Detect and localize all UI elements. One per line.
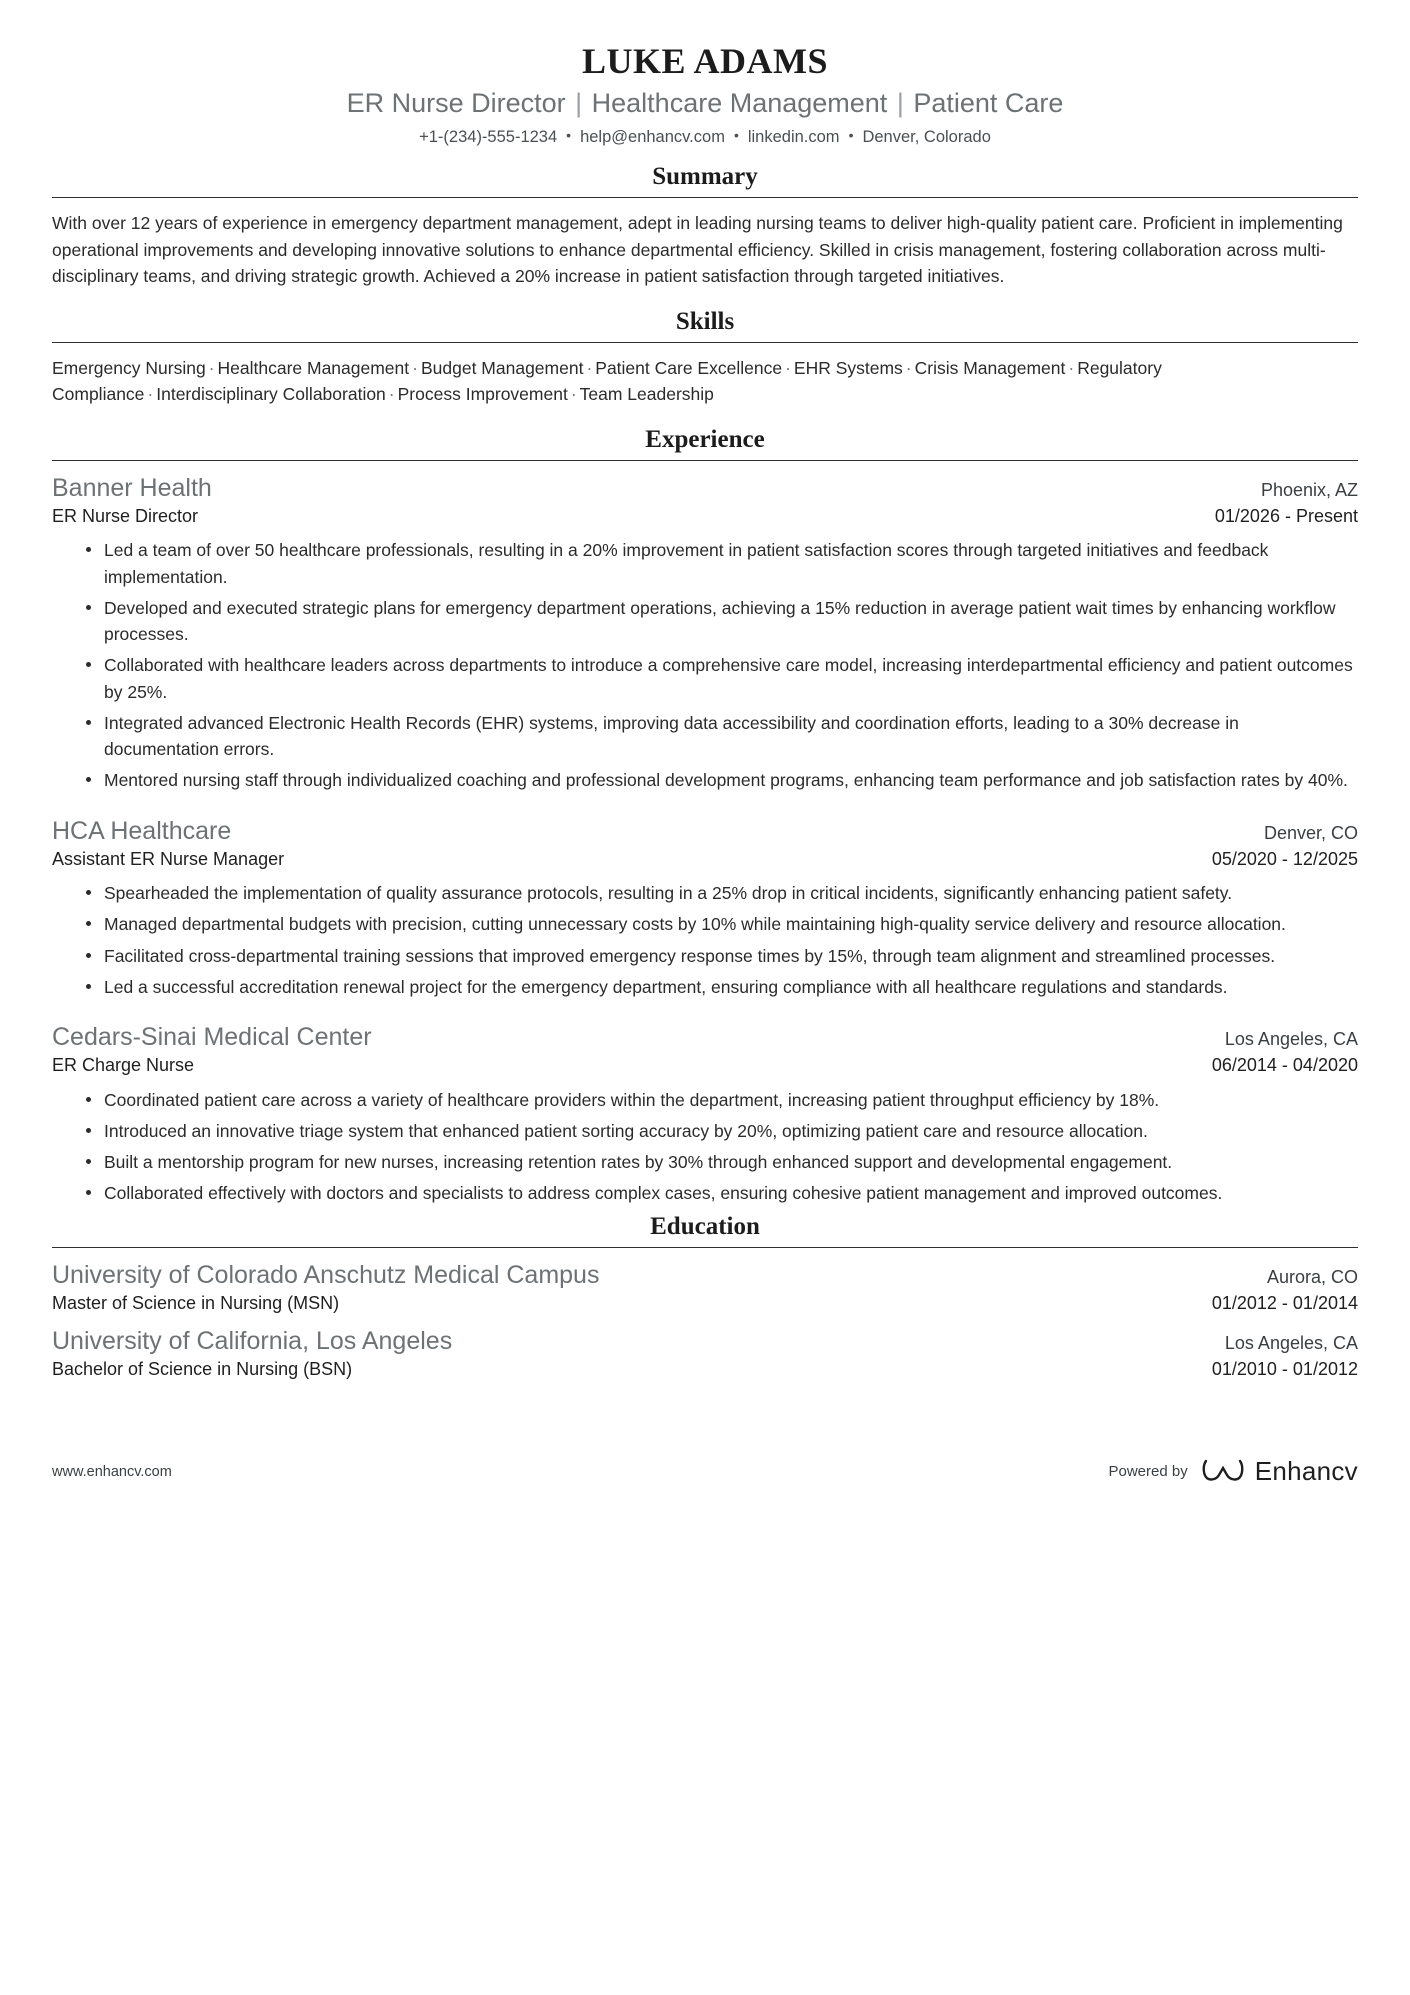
school-name: University of Colorado Anschutz Medical Campus: [52, 1260, 600, 1289]
skill-separator: ·: [1068, 357, 1075, 378]
experience-entry: [52, 1022, 1358, 1206]
entry-bullet-list: [52, 1087, 1358, 1207]
skill-separator: ·: [208, 357, 215, 378]
footer-branding: [1108, 1454, 1358, 1489]
entry-header-row: [52, 1326, 1358, 1357]
employer-name: HCA Healthcare: [52, 816, 232, 845]
entry-bullet: Led a team of over 50 healthcare professionals, resulting in a 20% improvement in patient satisfaction scores through targeted initiatives and feedback implementation.: [82, 537, 1358, 590]
section-skills: [52, 308, 1358, 408]
skill-item: Regulatory Compliance: [52, 357, 1162, 405]
resume-header: [52, 40, 1358, 147]
entry-dates: 05/2020 - 12/2025: [1211, 848, 1358, 869]
job-title: Assistant ER Nurse Manager: [52, 848, 285, 869]
skills-list: [52, 355, 1358, 408]
section-education: [52, 1213, 1358, 1383]
skill-separator: ·: [147, 384, 154, 405]
job-title: ER Nurse Director: [52, 506, 199, 527]
entry-location: Denver, CO: [1263, 822, 1358, 843]
entry-bullet: Collaborated effectively with doctors and specialists to address complex cases, ensuring cohesive patient management and improved outcomes.: [82, 1180, 1358, 1206]
skill-separator: ·: [570, 384, 577, 405]
enhancv-logo-icon: [1202, 1454, 1246, 1489]
section-divider: [52, 460, 1358, 461]
entry-bullet: Coordinated patient care across a variety of healthcare providers within the department, increasing patient throughput efficiency by 18%.: [82, 1087, 1358, 1113]
entry-dates: 01/2012 - 01/2014: [1211, 1292, 1358, 1313]
entry-subheader-row: [52, 847, 1358, 872]
experience-entries: [52, 473, 1358, 1207]
headline-part: Patient Care: [913, 88, 1064, 118]
skill-item: Interdisciplinary Collaboration: [156, 384, 386, 405]
entry-bullet-list: [52, 537, 1358, 793]
entry-header-row: [52, 1260, 1358, 1291]
skill-item: Crisis Management: [914, 357, 1066, 378]
professional-headline: [52, 88, 1358, 119]
entry-header-row: [52, 473, 1358, 504]
section-experience: [52, 426, 1358, 1207]
education-entry: [52, 1260, 1358, 1316]
section-summary: [52, 163, 1358, 290]
enhancv-brand: [1202, 1454, 1358, 1489]
job-title: ER Charge Nurse: [52, 1055, 195, 1076]
section-heading-experience: Experience: [645, 425, 765, 453]
entry-dates: 06/2014 - 04/2020: [1211, 1055, 1358, 1076]
skill-item: EHR Systems: [793, 357, 903, 378]
contact-separator-dot: •: [733, 127, 739, 143]
headline-part: ER Nurse Director: [346, 88, 566, 118]
entry-bullet: Mentored nursing staff through individualized coaching and professional development programs, enhancing team performance and job satisfaction rates by 40%.: [82, 767, 1358, 793]
school-name: University of California, Los Angeles: [52, 1326, 453, 1355]
headline-separator: |: [567, 88, 590, 118]
entry-location: Los Angeles, CA: [1224, 1332, 1358, 1353]
entry-bullet: Built a mentorship program for new nurses, increasing retention rates by 30% through enhanced support and developmental engagement.: [82, 1149, 1358, 1175]
degree-title: Bachelor of Science in Nursing (BSN): [52, 1359, 353, 1380]
experience-entry: [52, 816, 1358, 1000]
contact-linkedin[interactable]: linkedin.com: [747, 128, 840, 146]
entry-location: Los Angeles, CA: [1224, 1029, 1358, 1050]
contact-phone: +1-(234)-555-1234: [419, 128, 558, 146]
section-heading-summary: Summary: [652, 163, 758, 190]
enhancv-wordmark: Enhancv: [1254, 1456, 1358, 1487]
powered-by-label: Powered by: [1108, 1463, 1188, 1481]
entry-bullet: Integrated advanced Electronic Health Records (EHR) systems, improving data accessibility and coordination efforts, leading to a 30% decrease in documentation errors.: [82, 710, 1358, 763]
entry-header-row: [52, 1022, 1358, 1053]
entry-location: Phoenix, AZ: [1260, 479, 1358, 500]
entry-bullet: Introduced an innovative triage system that enhanced patient sorting accuracy by 20%, optimizing patient care and resource allocation.: [82, 1118, 1358, 1144]
entry-bullet: Facilitated cross-departmental training sessions that improved emergency response times by 15%, through team alignment and streamlined processes.: [82, 943, 1358, 969]
headline-separator: |: [889, 88, 912, 118]
entry-bullet: Collaborated with healthcare leaders across departments to introduce a comprehensive care model, increasing interdepartmental efficiency and patient outcomes by 25%.: [82, 652, 1358, 705]
entry-bullet: Spearheaded the implementation of quality assurance protocols, resulting in a 25% drop in critical incidents, significantly enhancing patient safety.: [82, 880, 1358, 906]
contact-info: [52, 127, 1358, 147]
skill-separator: ·: [905, 357, 912, 378]
skill-separator: ·: [412, 357, 418, 378]
education-entries: [52, 1260, 1358, 1383]
entry-bullet: Led a successful accreditation renewal project for the emergency department, ensuring compliance with all healthcare regulations and standards.: [82, 974, 1358, 1000]
degree-title: Master of Science in Nursing (MSN): [52, 1292, 340, 1313]
entry-location: Aurora, CO: [1266, 1266, 1358, 1287]
section-heading-education: Education: [650, 1212, 760, 1240]
entry-header-row: [52, 816, 1358, 847]
skill-item: Healthcare Management: [217, 357, 410, 378]
skill-item: Budget Management: [420, 357, 584, 378]
entry-bullet: Developed and executed strategic plans for emergency department operations, achieving a 15% reduction in average patient wait times by enhancing workflow processes.: [82, 595, 1358, 648]
entry-dates: 01/2010 - 01/2012: [1211, 1359, 1358, 1380]
education-entry: [52, 1326, 1358, 1382]
entry-dates: 01/2026 - Present: [1214, 506, 1358, 527]
contact-location: Denver, Colorado: [862, 128, 991, 146]
employer-name: Banner Health: [52, 473, 212, 502]
skill-item: Team Leadership: [579, 384, 714, 405]
section-divider: [52, 342, 1358, 343]
entry-subheader-row: [52, 504, 1358, 529]
skill-separator: ·: [388, 384, 395, 405]
section-divider: [52, 197, 1358, 198]
skill-item: Patient Care Excellence: [595, 357, 783, 378]
skill-item: Emergency Nursing: [52, 357, 206, 378]
page-title: LUKE ADAMS: [581, 41, 829, 81]
skill-item: Process Improvement: [397, 384, 568, 405]
section-divider: [52, 1247, 1358, 1248]
resume-footer: [52, 1454, 1358, 1517]
entry-subheader-row: [52, 1357, 1358, 1382]
employer-name: Cedars-Sinai Medical Center: [52, 1023, 372, 1052]
summary-text: With over 12 years of experience in emergency department management, adept in leading nursing teams to deliver high-quality patient care. Proficient in implementing operational improvements and developing innovative solutions to enhance departmental efficiency. Skilled in crisis management, fostering collaboration across multi-disciplinary teams, and driving strategic growth. Achieved a 20% increase in patient satisfaction through targeted initiatives.: [52, 213, 1343, 287]
contact-separator-dot: •: [848, 127, 854, 143]
entry-subheader-row: [52, 1053, 1358, 1078]
headline-part: Healthcare Management: [591, 88, 888, 118]
skill-separator: ·: [785, 357, 791, 378]
contact-separator-dot: •: [566, 127, 572, 143]
section-heading-skills: Skills: [675, 307, 735, 335]
entry-subheader-row: [52, 1291, 1358, 1316]
footer-website-link[interactable]: www.enhancv.com: [52, 1463, 172, 1480]
contact-email[interactable]: help@enhancv.com: [580, 128, 725, 146]
entry-bullet-list: [52, 880, 1358, 1000]
skill-separator: ·: [586, 357, 593, 378]
experience-entry: [52, 473, 1358, 794]
entry-bullet: Managed departmental budgets with precision, cutting unnecessary costs by 10% while maintaining high-quality service delivery and resource allocation.: [82, 911, 1358, 937]
